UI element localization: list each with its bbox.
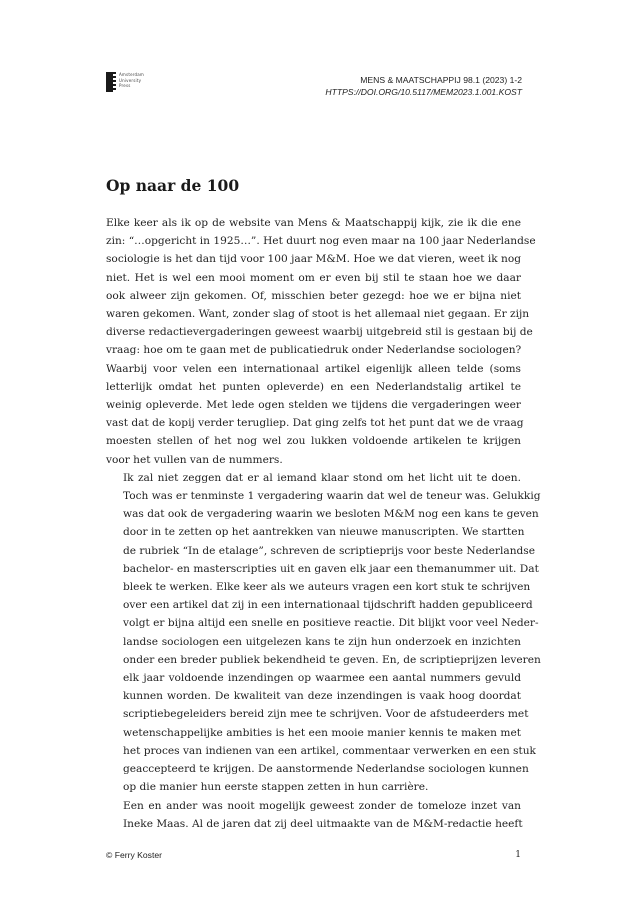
text-line: onder een breder publiek bekendheid te geven. En, de scriptieprijzen leveren <box>123 653 541 666</box>
text-line: waren gekomen. Want, zonder slag of stoot is het allemaal niet gegaan. Er zijn <box>106 308 530 321</box>
text-line: niet. Het is wel een mooi moment om er even bij stil te staan hoe we daar <box>106 271 521 284</box>
text-line: voor het vullen van de nummers. <box>106 453 283 466</box>
text-line: sociologie is het dan tijd voor 100 jaar M&M. Hoe we dat vieren, weet ik nog <box>106 253 521 266</box>
text-line: geaccepteerd te krijgen. De aanstormende Nederlandse sociologen kunnen <box>123 763 529 776</box>
publisher-name <box>119 72 144 89</box>
page-number: 1 <box>515 850 521 860</box>
text-line: Toch was er tenminste 1 vergadering waarin dat wel de teneur was. Gelukkig <box>123 490 541 503</box>
text-line: kunnen worden. De kwaliteit van deze inzendingen is vaak hoog doordat <box>123 690 521 703</box>
text-line: vraag: hoe om te gaan met de publicatiedruk onder Nederlandse sociologen? <box>106 344 522 357</box>
text-line: weinig opleverde. Met lede ogen stelden we tijdens die vergaderingen weer <box>106 399 521 412</box>
doi-link[interactable]: HTTPS://DOI.ORG/10.5117/MEM2023.1.001.KOST <box>325 87 522 97</box>
text-line: wetenschappelijke ambities is het een mooie manier kennis te maken met <box>123 726 521 739</box>
text-line: landse sociologen een uitgelezen kans te zijn hun onderzoek en inzichten <box>123 635 521 648</box>
text-line: Elke keer als ik op de website van Mens & Maatschappij kijk, zie ik die ene <box>106 217 521 229</box>
text-line: bleek te werken. Elke keer als we auteurs vragen een kort stuk te schrijven <box>123 581 531 594</box>
body-paragraph <box>106 469 541 797</box>
text-line: diverse redactievergaderingen geweest waarbij uitgebreid stil is gestaan bij de <box>106 326 533 339</box>
text-line: Ik zal niet zeggen dat er al iemand klaar stond om het licht uit te doen. <box>123 471 521 484</box>
article-title: Op naar de 100 <box>106 176 240 195</box>
publisher-name-line: University <box>119 77 142 83</box>
text-line: de rubriek “In de etalage”, schreven de scriptieprijs voor beste Nederlandse <box>123 544 536 557</box>
text-line: zin: “…opgericht in 1925…”. Het duurt nog even maar na 100 jaar Nederlandse <box>106 235 536 248</box>
text-line: was dat ook de vergadering waarin we besloten M&M nog een kans te geven <box>123 508 539 521</box>
text-line: Ineke Maas. Al de jaren dat zij deel uitmaakte van de M&M-redactie heeft <box>123 817 523 830</box>
text-line: bachelor- en masterscripties uit en gaven elk jaar een themanummer uit. Dat <box>123 562 539 575</box>
journal-citation: MENS & MAATSCHAPPIJ 98.1 (2023) 1-2 <box>360 75 522 85</box>
text-line: Waarbij voor velen een internationaal artikel eigenlijk alleen telde (soms <box>106 362 521 375</box>
text-line: het proces van indienen van een artikel, commentaar verwerken en een stuk <box>123 744 536 757</box>
text-line: ook alweer zijn gekomen. Of, misschien beter gezegd: hoe we er bijna niet <box>106 289 521 302</box>
text-line: moesten stellen of het nog wel zou lukken voldoende artikelen te krijgen <box>106 435 521 448</box>
text-line: elk jaar voldoende inzendingen op waarmee een aantal nummers gevuld <box>123 672 521 685</box>
text-line: Een en ander was nooit mogelijk geweest zonder de tomeloze inzet van <box>123 799 521 812</box>
text-line: door in te zetten op het aantrekken van nieuwe manuscripten. We startten <box>123 526 525 539</box>
body-paragraph <box>106 214 536 469</box>
text-line: over een artikel dat zij in een internationaal tijdschrift hadden gepubliceerd <box>123 599 533 612</box>
aup-logo-icon <box>106 72 114 92</box>
copyright-notice: © Ferry Koster <box>106 850 162 860</box>
publisher-name-line: Amsterdam <box>119 72 145 77</box>
article-body <box>106 214 541 833</box>
publisher-logo <box>106 72 144 92</box>
text-line: vast dat de kopij verder terugliep. Dat ging zelfs tot het punt dat we de vraag <box>106 417 524 430</box>
publisher-name-line: Press <box>119 83 131 88</box>
journal-info <box>325 74 522 98</box>
body-paragraph <box>106 797 521 833</box>
text-line: scriptiebegeleiders bereid zijn mee te schrijven. Voor de afstudeerders met <box>123 708 529 721</box>
text-line: op die manier hun eerste stappen zetten in hun carrière. <box>123 781 429 794</box>
text-line: letterlijk omdat het punten opleverde) en een Nederlandstalig artikel te <box>106 380 521 393</box>
text-line: volgt er bijna altijd een snelle en positieve reactie. Dit blijkt voor veel Neder- <box>123 617 539 630</box>
